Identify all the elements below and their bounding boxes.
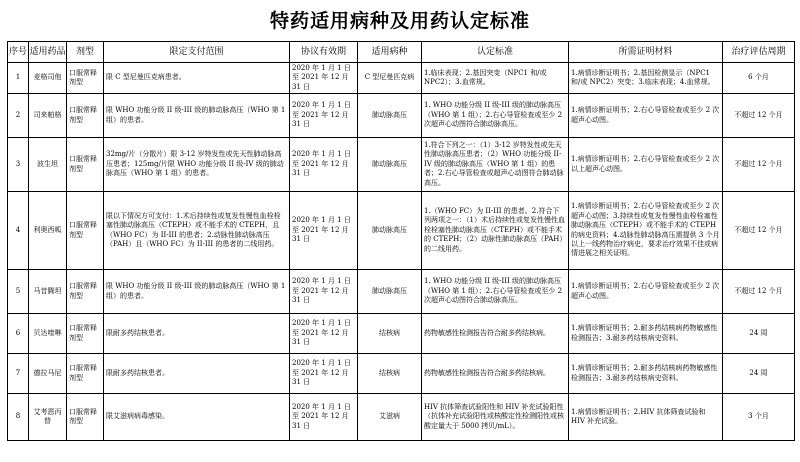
agreement-period: 2020 年 1 月 1 日至 2021 年 12 月 31 日 [290, 94, 358, 138]
drug-name: 利奥西呱 [29, 192, 67, 270]
required-materials: 1.病情诊断证明书；2.耐多药结核病药物敏感性检测报告；3.耐多药结核病史资料。 [569, 314, 723, 354]
disease: 肺动脉高压 [358, 192, 422, 270]
table-row [8, 314, 795, 354]
evaluation-cycle: 3 个月 [723, 394, 795, 441]
evaluation-cycle: 24 周 [723, 354, 795, 394]
criteria: 药物敏感性检测报告符合耐多药结核病。 [422, 314, 569, 354]
drug-standards-table [7, 41, 795, 441]
payment-scope: 32mg/片（分散片）限 3-12 岁特发性或先天性肺动脉高压患者；125mg/片限 WHO 功能分级 II 级-IV 级的肺动脉高压（WHO 第 1 组）的患者。 [104, 138, 290, 192]
table-row [8, 394, 795, 441]
row-number: 4 [8, 192, 29, 270]
required-materials: 1.病情诊断证明书；2.耐多药结核病药物敏感性检测报告；3.耐多药结核病史资料。 [569, 354, 723, 394]
payment-scope: 限 WHO 功能分级 II 级-III 级的肺动脉高压（WHO 第 1 组）的患者。 [104, 270, 290, 314]
row-number: 6 [8, 314, 29, 354]
criteria: 药物敏感性检测报告符合耐多药结核病。 [422, 354, 569, 394]
agreement-period: 2020 年 1 月 1 日至 2021 年 12 月 31 日 [290, 394, 358, 441]
row-number: 1 [8, 63, 29, 94]
evaluation-cycle: 不超过 12 个月 [723, 270, 795, 314]
payment-scope: 限艾滋病病毒感染。 [104, 394, 290, 441]
row-number: 8 [8, 394, 29, 441]
drug-name: 艾考恩丙替 [29, 394, 67, 441]
agreement-period: 2020 年 1 月 1 日至 2021 年 12 月 31 日 [290, 354, 358, 394]
table-row [8, 63, 795, 94]
payment-scope: 限 WHO 功能分级 II 级-III 级的肺动脉高压（WHO 第 1 组）的患者。 [104, 94, 290, 138]
table-row [8, 270, 795, 314]
drug-name: 麦格司他 [29, 63, 67, 94]
evaluation-cycle: 不超过 12 个月 [723, 138, 795, 192]
disease: 结核病 [358, 354, 422, 394]
disease: C 型尼曼匹克病 [358, 63, 422, 94]
page-title: 特药适用病种及用药认定标准 [269, 10, 530, 32]
header-cell-criteria: 认定标准 [422, 42, 569, 63]
evaluation-cycle: 不超过 12 个月 [723, 192, 795, 270]
payment-scope: 限耐多药结核患者。 [104, 314, 290, 354]
row-number: 7 [8, 354, 29, 394]
header-cell-no: 序号 [8, 42, 29, 63]
evaluation-cycle: 不超过 12 个月 [723, 94, 795, 138]
disease: 结核病 [358, 314, 422, 354]
row-number: 3 [8, 138, 29, 192]
disease: 肺动脉高压 [358, 94, 422, 138]
payment-scope: 限 C 型尼曼匹克病患者。 [104, 63, 290, 94]
dosage-form: 口服常释剂型 [67, 138, 104, 192]
criteria: HIV 抗体筛查试验阳性和 HIV 补充试验阳性（抗体补充试验阳性或核酸定性检测阳性或核酸定量大于 5000 拷贝/mL）。 [422, 394, 569, 441]
evaluation-cycle: 24 周 [723, 314, 795, 354]
drug-name: 司来帕格 [29, 94, 67, 138]
required-materials: 1.病情诊断证明书；2.基因检测显示（NPC1 和/或 NPC2）突变；3.临床表现；4.血常规。 [569, 63, 723, 94]
drug-name: 马昔腾坦 [29, 270, 67, 314]
required-materials: 1.病情诊断证明书；2.右心导管检查或至少 2 次超声心动图。 [569, 270, 723, 314]
row-number: 5 [8, 270, 29, 314]
disease: 肺动脉高压 [358, 270, 422, 314]
dosage-form: 口服常释剂型 [67, 63, 104, 94]
dosage-form: 口服常释剂型 [67, 314, 104, 354]
disease: 肺动脉高压 [358, 138, 422, 192]
header-cell-materials: 所需证明材料 [569, 42, 723, 63]
criteria: 1. WHO 功能分级 II 级-III 级的肺动脉高压（WHO 第 1 组）；2.右心导管检查或至少 2 次超声心动图符合肺动脉高压。 [422, 270, 569, 314]
agreement-period: 2020 年 1 月 1 日至 2021 年 12 月 31 日 [290, 270, 358, 314]
table-row [8, 354, 795, 394]
criteria: 1.临床表现；2.基因突变（NPC1 和/或 NPC2）；3.血常规。 [422, 63, 569, 94]
criteria: 1.（WHO FC）为 II-III 的患者。2.符合下列两项之一：（1）术后持续性或复发性慢性血栓栓塞性肺动脉高压（CTEPH）或不能手术的 CTEPH；（2）动脉性肺动脉高压（PAH）的二线用药。 [422, 192, 569, 270]
dosage-form: 口服常释剂型 [67, 94, 104, 138]
dosage-form: 口服常释剂型 [67, 394, 104, 441]
header-cell-cycle: 治疗评估周期 [723, 42, 795, 63]
payment-scope: 限以下情况方可支付：1.术后持续性或复发性慢性血栓栓塞性肺动脉高压（CTEPH）或不能手术的 CTEPH，且（WHO FC）为 II-III 的患者；2.动脉性肺动脉高压（PAH）且（WHO FC）为 II-III 的患者的二线用药。 [104, 192, 290, 270]
header-cell-period: 协议有效期 [290, 42, 358, 63]
dosage-form: 口服常释剂型 [67, 354, 104, 394]
drug-name: 波生坦 [29, 138, 67, 192]
agreement-period: 2020 年 1 月 1 日至 2021 年 12 月 31 日 [290, 63, 358, 94]
dosage-form: 口服常释剂型 [67, 192, 104, 270]
table-row [8, 192, 795, 270]
criteria: 1.符合下列之一：（1）3-12 岁特发性或先天性肺动脉高压患者；（2）WHO 功能分级 II-IV 级的肺动脉高压（WHO 第 1 组）的患者；2.右心导管检查或超声心动图符合肺动脉高压。 [422, 138, 569, 192]
header-cell-scope: 限定支付范围 [104, 42, 290, 63]
header-cell-drug: 适用药品 [29, 42, 67, 63]
agreement-period: 2020 年 1 月 1 日至 2021 年 12 月 31 日 [290, 314, 358, 354]
header-cell-disease: 适用病种 [358, 42, 422, 63]
dosage-form: 口服常释剂型 [67, 270, 104, 314]
required-materials: 1.病情诊断证明书；2.右心导管检查或至少 2 次超声心动图。 [569, 94, 723, 138]
disease: 艾滋病 [358, 394, 422, 441]
agreement-period: 2020 年 1 月 1 日至 2021 年 12 月 31 日 [290, 138, 358, 192]
drug-name: 贝达喹啉 [29, 314, 67, 354]
required-materials: 1.病情诊断证明书；2.HIV 抗体筛查试验和 HIV 补充试验。 [569, 394, 723, 441]
header-row [8, 42, 795, 63]
table-row [8, 94, 795, 138]
row-number: 2 [8, 94, 29, 138]
drug-name: 德拉马尼 [29, 354, 67, 394]
criteria: 1. WHO 功能分级 II 级-III 级的肺动脉高压（WHO 第 1 组）；2.右心导管检查或至少 2 次超声心动图符合肺动脉高压。 [422, 94, 569, 138]
payment-scope: 限耐多药结核患者。 [104, 354, 290, 394]
agreement-period: 2020 年 1 月 1 日至 2021 年 12 月 31 日 [290, 192, 358, 270]
header-cell-form: 剂型 [67, 42, 104, 63]
evaluation-cycle: 6 个月 [723, 63, 795, 94]
required-materials: 1.病情诊断证明书；2.右心导管检查或至少 2 次超声心动图；3.持续性或复发性慢性血栓栓塞性肺动脉高压（CTEPH）或不能手术的 CTEPH 的病史资料；4.动脉性肺动脉高压需提供 3 个月以上一线药物治疗病史，要求治疗效果不佳或病情进展之相关证明。 [569, 192, 723, 270]
table-row [8, 138, 795, 192]
required-materials: 1.病情诊断证明书；2.右心导管检查或至少 2 次以上超声心动图。 [569, 138, 723, 192]
